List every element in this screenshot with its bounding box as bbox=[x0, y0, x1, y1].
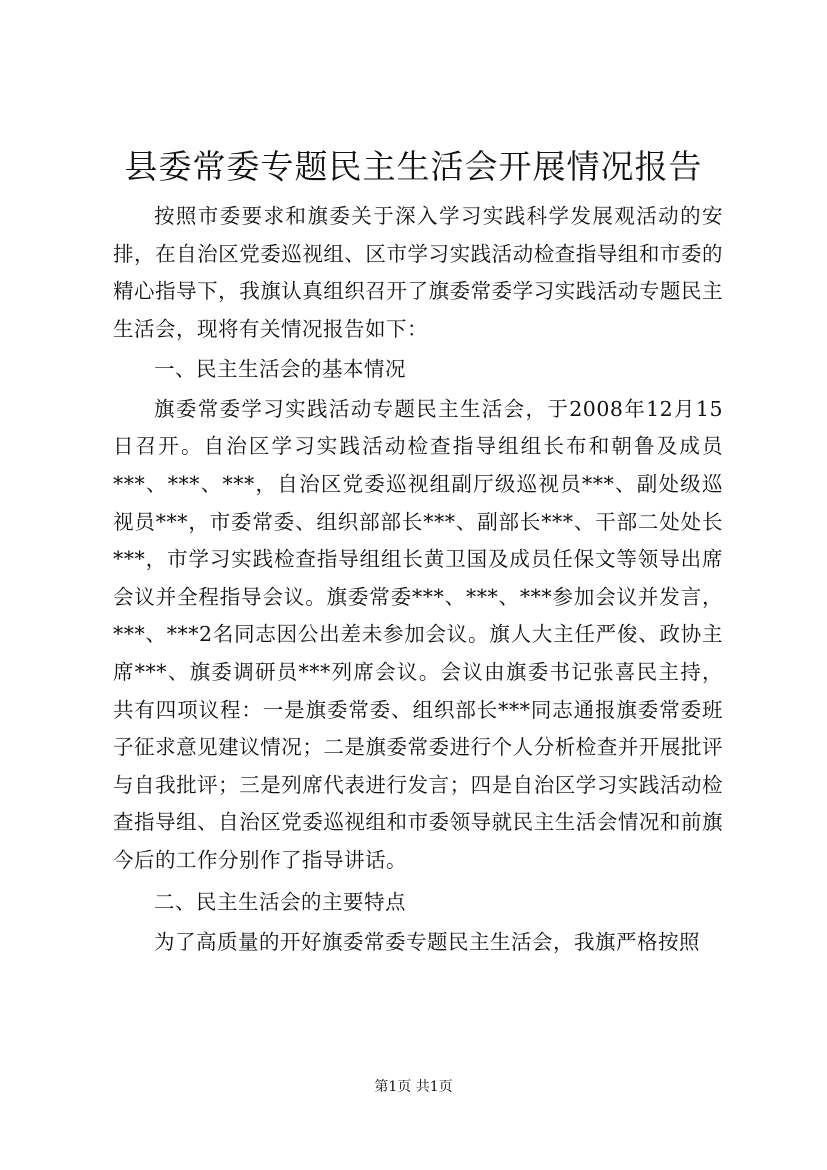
intro-paragraph: 按照市委要求和旗委关于深入学习实践科学发展观活动的安排，在自治区党委巡视组、区市学习实践活动检查指导组和市委的精心指导下，我旗认真组织召开了旗委常委学习实践活动专题民主生活会，现将有关情况报告如下： bbox=[113, 204, 723, 341]
section-2-paragraph: 为了高质量的开好旗委常委专题民主生活会，我旗严格按照 bbox=[154, 930, 700, 955]
document-body bbox=[113, 198, 723, 962]
section-1-heading: 一、民主生活会的基本情况 bbox=[154, 357, 406, 382]
section-1-paragraph: 旗委常委学习实践活动专题民主生活会，于2008年12月15日召开。自治区学习实践活动检查指导组组长布和朝鲁及成员***、***、***，自治区党委巡视组副厅级巡视员***、副处级巡视员***，市委常委、组织部部长***、副部长***、干部二处处长***，市学习实践检查指导组组长黄卫国及成员任保文等领导出席会议并全程指导会议。旗委常委***、***、***参加会议并发言，***、***2名同志因公出差未参加会议。旗人大主任严俊、政协主席***、旗委调研员***列席会议。会议由旗委书记张喜民主持，共有四项议程：一是旗委常委、组织部长***同志通报旗委常委班子征求意见建议情况；二是旗委常委进行个人分析检查并开展批评与自我批评；三是列席代表进行发言；四是自治区学习实践活动检查指导组、自治区党委巡视组和市委领导就民主生活会情况和前旗今后的工作分别作了指导讲话。 bbox=[113, 396, 723, 872]
section-2-heading: 二、民主生活会的主要特点 bbox=[154, 889, 406, 914]
page-footer: 第1页 共1页 bbox=[374, 1079, 453, 1095]
document-title: 县委常委专题民主生活会开展情况报告 bbox=[124, 147, 703, 186]
